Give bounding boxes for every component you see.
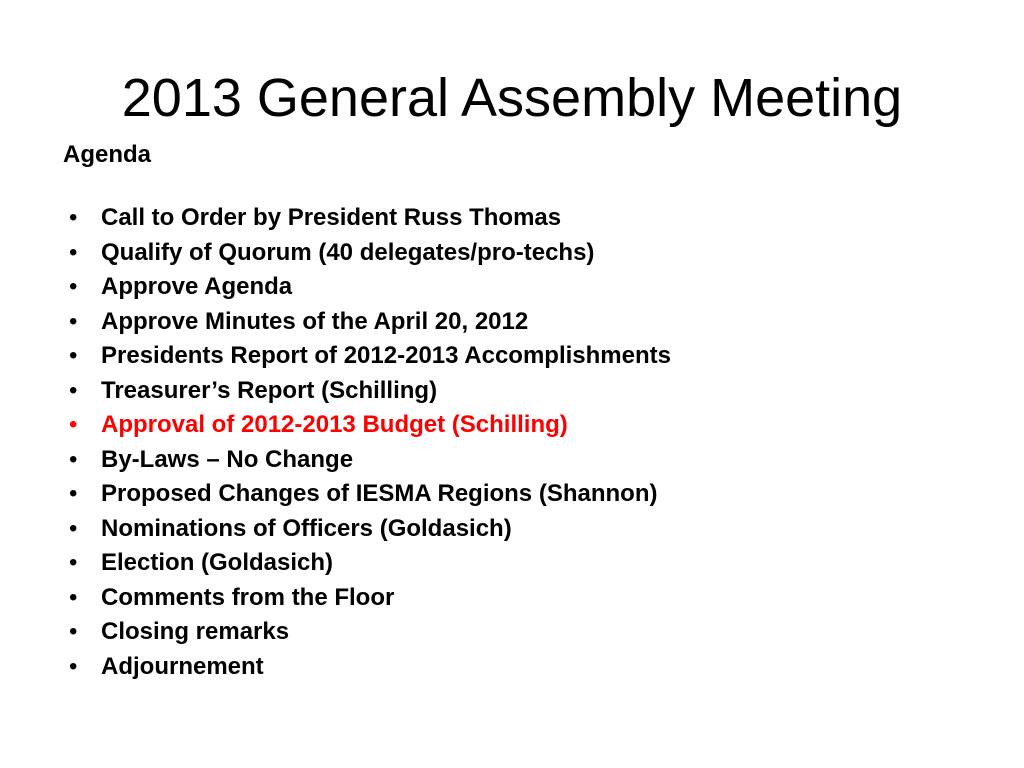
agenda-item-text: Approve Minutes of the April 20, 2012 bbox=[101, 307, 529, 335]
agenda-item bbox=[63, 650, 671, 685]
bullet-icon: • bbox=[69, 480, 78, 507]
agenda-item-text: Comments from the Floor bbox=[101, 583, 395, 611]
agenda-item-text: Closing remarks bbox=[101, 618, 290, 645]
agenda-item-text: Treasurer’s Report (Schilling) bbox=[101, 376, 438, 404]
agenda-item bbox=[63, 581, 671, 616]
bullet-icon: • bbox=[69, 342, 78, 369]
agenda-item bbox=[63, 512, 671, 547]
agenda-item-text: Adjournement bbox=[101, 652, 264, 680]
agenda-list bbox=[63, 201, 671, 684]
agenda-item bbox=[63, 201, 671, 236]
agenda-item-text: Nominations of Officers (Goldasich) bbox=[101, 514, 512, 542]
bullet-icon: • bbox=[69, 583, 78, 611]
bullet-icon: • bbox=[69, 549, 78, 576]
bullet-icon: • bbox=[69, 376, 78, 404]
agenda-item-text: Call to Order by President Russ Thomas bbox=[101, 204, 562, 231]
agenda-item bbox=[63, 477, 671, 512]
agenda-item bbox=[63, 443, 671, 478]
agenda-item bbox=[63, 339, 671, 374]
agenda-item-text: Approval of 2012-2013 Budget (Schilling) bbox=[101, 411, 568, 438]
agenda-heading: Agenda bbox=[63, 141, 152, 168]
agenda-item bbox=[63, 408, 671, 443]
agenda-item bbox=[63, 546, 671, 581]
agenda-item-text: Approve Agenda bbox=[101, 273, 293, 300]
bullet-icon: • bbox=[69, 238, 78, 266]
agenda-item-text: Qualify of Quorum (40 delegates/pro-techs) bbox=[101, 238, 595, 266]
bullet-icon: • bbox=[69, 307, 78, 335]
agenda-item-text: Proposed Changes of IESMA Regions (Shannon) bbox=[101, 480, 658, 507]
agenda-item bbox=[63, 305, 671, 340]
slide-title: 2013 General Assembly Meeting bbox=[121, 68, 903, 128]
bullet-icon: • bbox=[69, 204, 78, 231]
agenda-item bbox=[63, 374, 671, 409]
bullet-icon: • bbox=[69, 445, 78, 473]
bullet-icon: • bbox=[69, 514, 78, 542]
bullet-icon: • bbox=[69, 652, 78, 680]
agenda-item-text: Election (Goldasich) bbox=[101, 549, 334, 576]
agenda-item bbox=[63, 236, 671, 271]
bullet-icon: • bbox=[69, 273, 78, 300]
bullet-icon: • bbox=[69, 618, 78, 645]
agenda-item bbox=[63, 270, 671, 305]
bullet-icon: • bbox=[69, 411, 78, 438]
agenda-item-text: By-Laws – No Change bbox=[101, 445, 354, 473]
agenda-item bbox=[63, 615, 671, 650]
agenda-item-text: Presidents Report of 2012-2013 Accomplishments bbox=[101, 342, 671, 369]
